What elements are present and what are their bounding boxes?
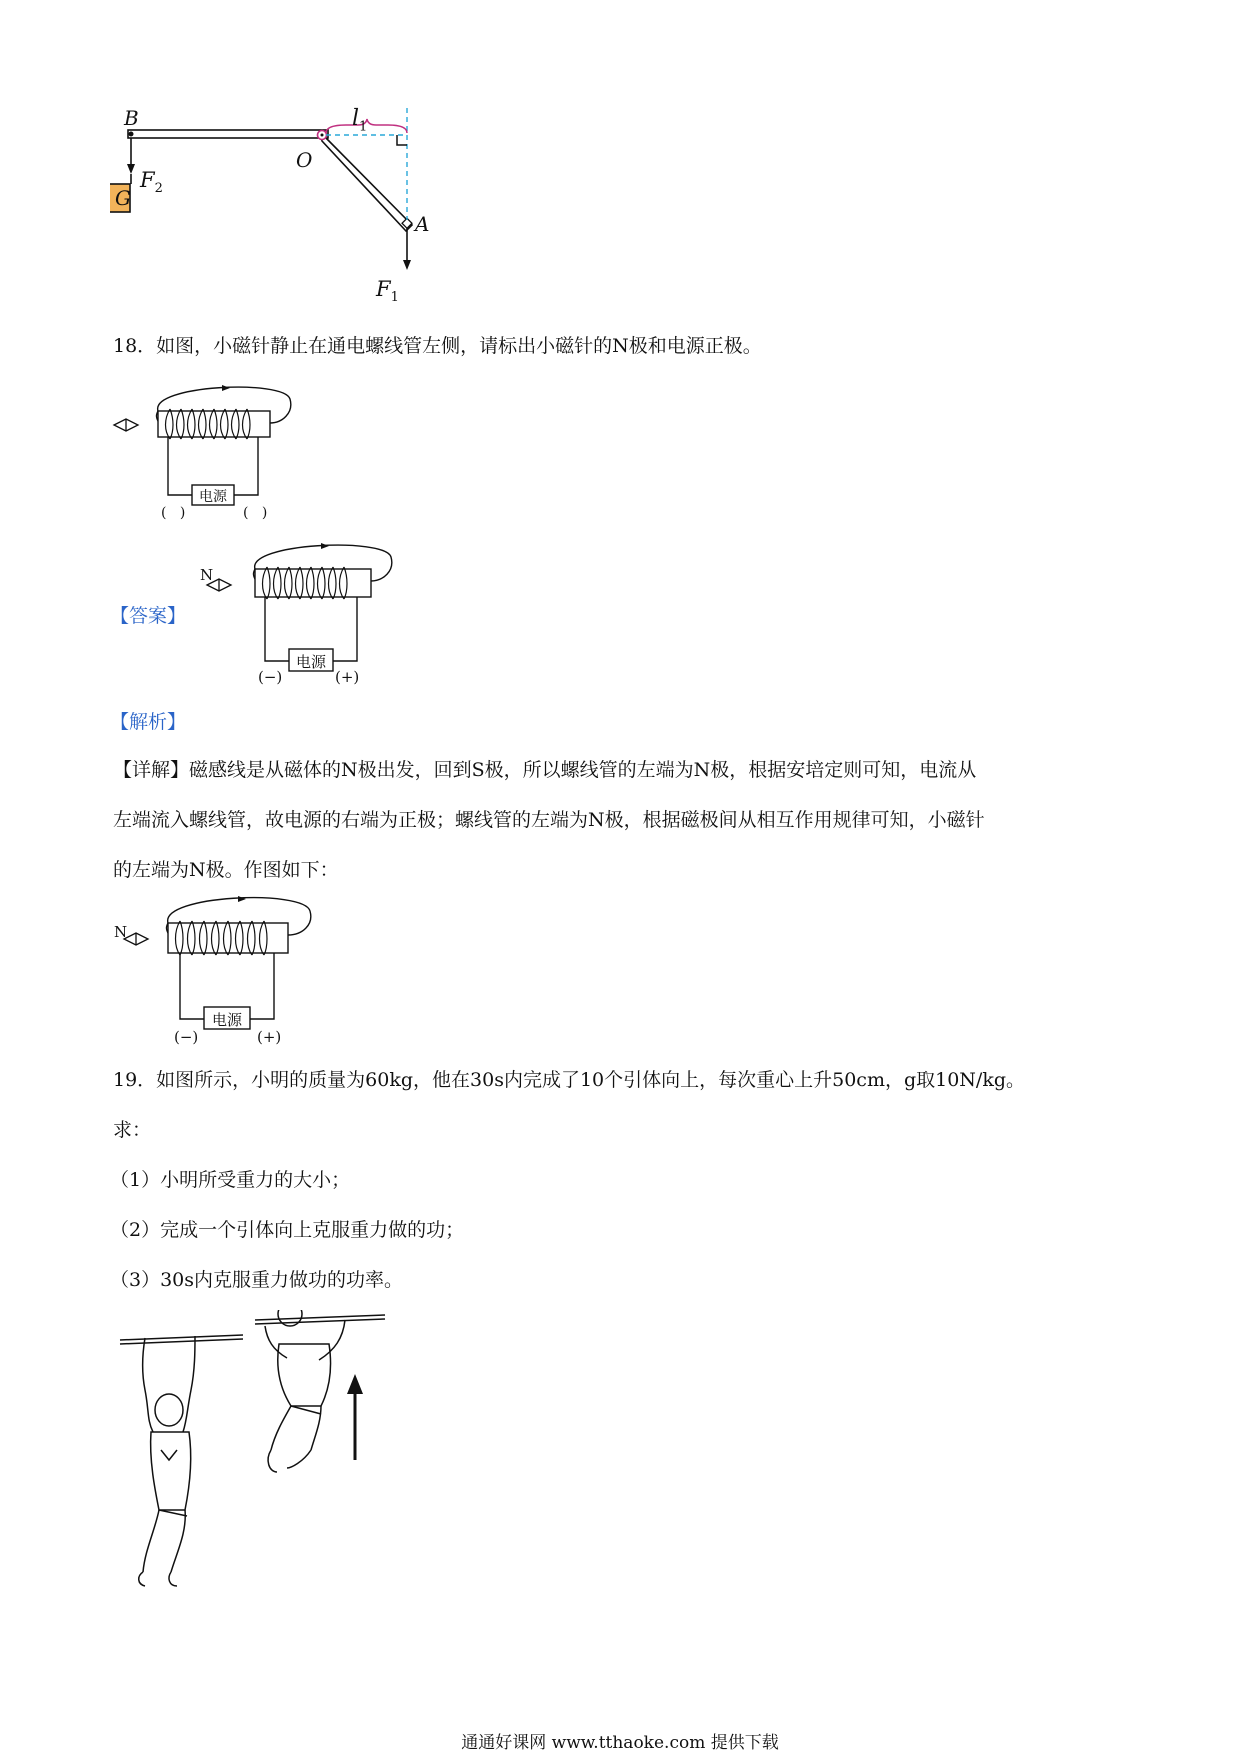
lever-arm-bo (128, 130, 328, 138)
analysis-left-sign: (−) (174, 1028, 199, 1046)
analysis-tag: 【解析】 (110, 711, 187, 733)
analysis-n-label: N (114, 923, 128, 941)
q19-line-1: 19．如图所示，小明的质量为60kg，他在30s内完成了10个引体向上，每次重心上升50cm，g取10N/kg。 (113, 1069, 1026, 1091)
lever-label-a: A (415, 212, 430, 236)
analysis-line-1 (113, 758, 1133, 782)
answer-power-label: 电源 (295, 653, 326, 671)
lever-label-o: O (296, 148, 313, 172)
answer-tag: 【答案】 (110, 605, 187, 627)
answer-right-sign: (+) (335, 668, 360, 686)
lever-label-f2: $F_2$ (140, 168, 163, 197)
lever-label-g: G (115, 186, 131, 210)
q19-line-2: 求： (113, 1119, 152, 1141)
lever-label-l1: $l_1$ (352, 106, 368, 135)
lever-label-b: B (124, 106, 139, 130)
footer: 通通好课网 www.tthaoke.com 提供下载 (461, 1733, 779, 1753)
analysis-line-2: 左端流入螺线管，故电源的右端为正极；螺线管的左端为N极，根据磁极间从相互作用规律可知，小磁针 (113, 809, 985, 831)
q18-left-blank: ( ) (161, 505, 186, 521)
lever-figure (110, 108, 460, 308)
q18-text: 18．如图，小磁针静止在通电螺线管左侧，请标出小磁针的N极和电源正极。 (113, 335, 762, 357)
answer-left-sign: (−) (258, 668, 283, 686)
pullup-figure (115, 1310, 425, 1590)
f1-arrowhead (403, 260, 411, 270)
answer-n-label: N (200, 566, 214, 584)
analysis-line-1-text: 磁感线是从磁体的N极出发，回到S极，所以螺线管的左端为N极，根据安培定则可知，电流从 (189, 759, 977, 781)
point-b (129, 132, 134, 137)
lever-arm-oa (320, 132, 412, 231)
q19-sub-3: （3）30s内克服重力做功的功率。 (110, 1269, 404, 1291)
q19-sub-1: （1）小明所受重力的大小； (110, 1169, 351, 1191)
q18-right-blank: ( ) (243, 505, 268, 521)
lever-label-f1: $F_1$ (376, 277, 399, 306)
analysis-power-label: 电源 (211, 1011, 242, 1029)
q18-power-label: 电源 (199, 489, 227, 505)
q19-sub-2: （2）完成一个引体向上克服重力做的功； (110, 1219, 465, 1241)
f2-arrowhead (127, 164, 135, 174)
up-arrowhead (347, 1374, 363, 1394)
detail-tag: 【详解】 (113, 759, 190, 781)
analysis-right-sign: (+) (257, 1028, 282, 1046)
analysis-line-3: 的左端为N极。作图如下： (113, 859, 339, 881)
